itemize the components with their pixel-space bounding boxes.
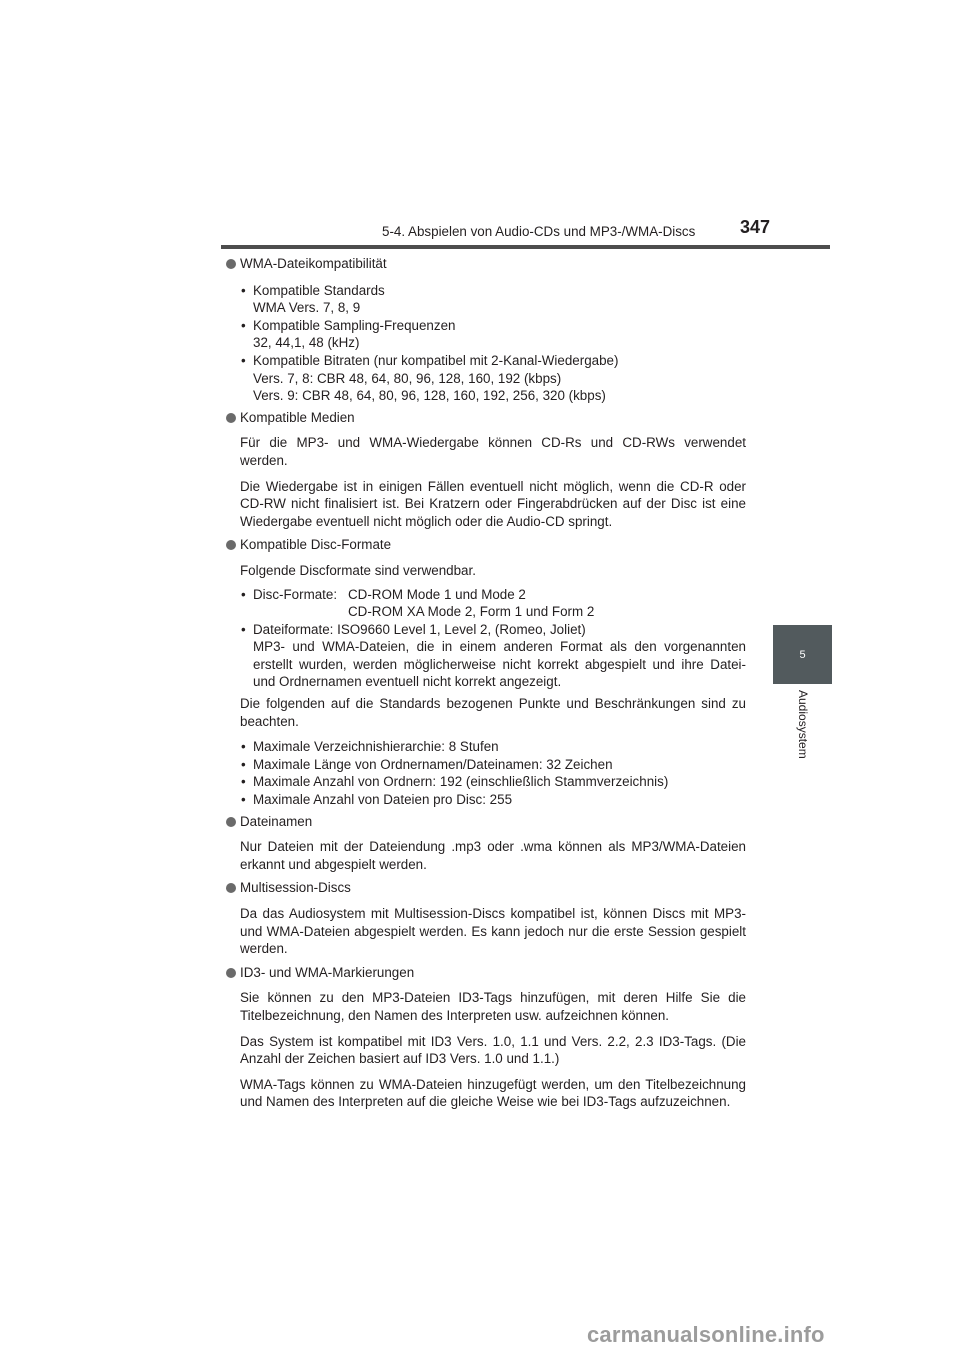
section-heading-text: ID3- und WMA-Markierungen xyxy=(240,964,415,980)
list-item-detail: 32, 44,1, 48 (kHz) xyxy=(253,335,360,351)
list-item: • Maximale Anzahl von Dateien pro Disc: 255 xyxy=(240,791,746,809)
chapter-label: Audiosystem xyxy=(796,690,810,759)
paragraph: Nur Dateien mit der Dateiendung .mp3 oder .wma können als MP3/WMA-Dateien erkannt und abgespielt werden. xyxy=(240,839,746,872)
chapter-tab xyxy=(773,625,832,684)
section-heading-text: Kompatible Disc-Formate xyxy=(240,537,392,553)
chapter-side-label xyxy=(773,684,832,809)
paragraph: Die folgenden auf die Standards bezogenen Punkte und Beschränkungen sind zu beachten. xyxy=(240,696,746,729)
circle-bullet-icon xyxy=(226,968,236,978)
list-item xyxy=(240,317,746,352)
paragraph: Folgende Discformate sind verwendbar. xyxy=(240,562,476,578)
list-item: • Maximale Länge von Ordnernamen/Dateinamen: 32 Zeichen xyxy=(240,756,746,774)
list-item xyxy=(240,586,746,621)
list-item-label: • Dateiformate: ISO9660 Level 1, Level 2, (Romeo, Joliet) xyxy=(253,621,586,637)
paragraph: Für die MP3- und WMA-Wiedergabe können CD-Rs und CD-RWs verwendet werden. xyxy=(240,435,746,468)
bullet-list xyxy=(240,586,746,692)
section-heading-text: WMA-Dateikompatibilität xyxy=(240,256,387,271)
circle-bullet-icon xyxy=(226,540,236,550)
bullet-list xyxy=(240,282,746,405)
list-item: • Maximale Verzeichnishierarchie: 8 Stufen xyxy=(240,738,746,756)
disc-format-value: CD-ROM XA Mode 2, Form 1 und Form 2 xyxy=(348,604,595,620)
list-item-detail: Vers. 7, 8: CBR 48, 64, 80, 96, 128, 160, 192 (kbps) xyxy=(253,370,562,386)
list-item: • Maximale Anzahl von Ordnern: 192 (einschließlich Stammverzeichnis) xyxy=(240,773,746,791)
circle-bullet-icon xyxy=(226,817,236,827)
disc-format-label: • Disc-Formate: xyxy=(253,586,338,602)
list-item xyxy=(240,352,746,405)
chapter-number: 5 xyxy=(799,648,806,661)
paragraph: Die Wiedergabe ist in einigen Fällen eventuell nicht möglich, wenn die CD-R oder CD-RW nicht finalisiert ist. Bei Kratzern oder Fingerabdrücken auf der Disc ist eine Wiedergabe eventuell nicht möglich oder die Audio-CD springt. xyxy=(240,478,746,529)
disc-format-row xyxy=(253,586,746,604)
section-heading-text: Kompatible Medien xyxy=(240,409,355,425)
section-heading xyxy=(226,409,746,427)
bullet-list xyxy=(240,738,746,808)
list-item-label: • Kompatible Sampling-Frequenzen xyxy=(253,317,456,333)
section-heading xyxy=(226,813,746,831)
section-heading xyxy=(226,879,746,897)
section-heading-text: Dateinamen xyxy=(240,813,313,829)
circle-bullet-icon xyxy=(226,413,236,423)
disc-format-value: CD-ROM Mode 1 und Mode 2 xyxy=(348,586,526,602)
header-title: 5-4. Abspielen von Audio-CDs und MP3-/WMA-Discs xyxy=(382,224,696,239)
list-item-detail: MP3- und WMA-Dateien, die in einem anderen Format als den vorgenannten erstellt wurden, werden möglicherweise nicht korrekt abgespielt und ihre Datei- und Ordnernamen eventuell nicht korrekt angezeigt. xyxy=(253,639,746,690)
spacer xyxy=(253,603,348,621)
paragraph: Da das Audiosystem mit Multisession-Discs kompatibel ist, können Discs mit MP3- und WMA-Dateien abgespielt werden. Es kann jedoch nur die erste Session gespielt werden. xyxy=(240,906,746,957)
paragraph: Sie können zu den MP3-Dateien ID3-Tags hinzufügen, mit deren Hilfe Sie die Titelbezeichnung, den Namen des Interpreten usw. aufzeichnen können. xyxy=(240,990,746,1023)
section-heading xyxy=(226,536,746,554)
section-heading-text: Multisession-Discs xyxy=(240,880,351,896)
list-item xyxy=(240,282,746,317)
list-item-detail: WMA Vers. 7, 8, 9 xyxy=(253,300,361,316)
paragraph: WMA-Tags können zu WMA-Dateien hinzugefügt werden, um den Titelbezeichnung und Namen des Interpreten auf die gleiche Weise wie bei ID3-Tags aufzuzeichnen. xyxy=(240,1076,746,1110)
section-heading xyxy=(226,964,746,982)
list-item xyxy=(240,621,746,691)
circle-bullet-icon xyxy=(226,259,236,269)
section-heading xyxy=(226,255,746,273)
circle-bullet-icon xyxy=(226,883,236,893)
list-item-label: • Kompatible Standards xyxy=(253,282,385,298)
list-item-detail: Vers. 9: CBR 48, 64, 80, 96, 128, 160, 192, 256, 320 (kbps) xyxy=(253,388,606,404)
disc-format-row xyxy=(253,603,746,621)
header-rule xyxy=(221,245,830,249)
list-item-label: • Kompatible Bitraten (nur kompatibel mit 2-Kanal-Wiedergabe) xyxy=(253,352,619,368)
page-number: 347 xyxy=(740,217,771,237)
watermark: carmanualsonline.info xyxy=(587,1322,825,1347)
page-content xyxy=(226,252,746,1117)
paragraph: Das System ist kompatibel mit ID3 Vers. 1.0, 1.1 und Vers. 2.2, 2.3 ID3-Tags. (Die Anzahl der Zeichen basiert auf ID3 Vers. 1.0 und 1.1.) xyxy=(240,1033,746,1067)
